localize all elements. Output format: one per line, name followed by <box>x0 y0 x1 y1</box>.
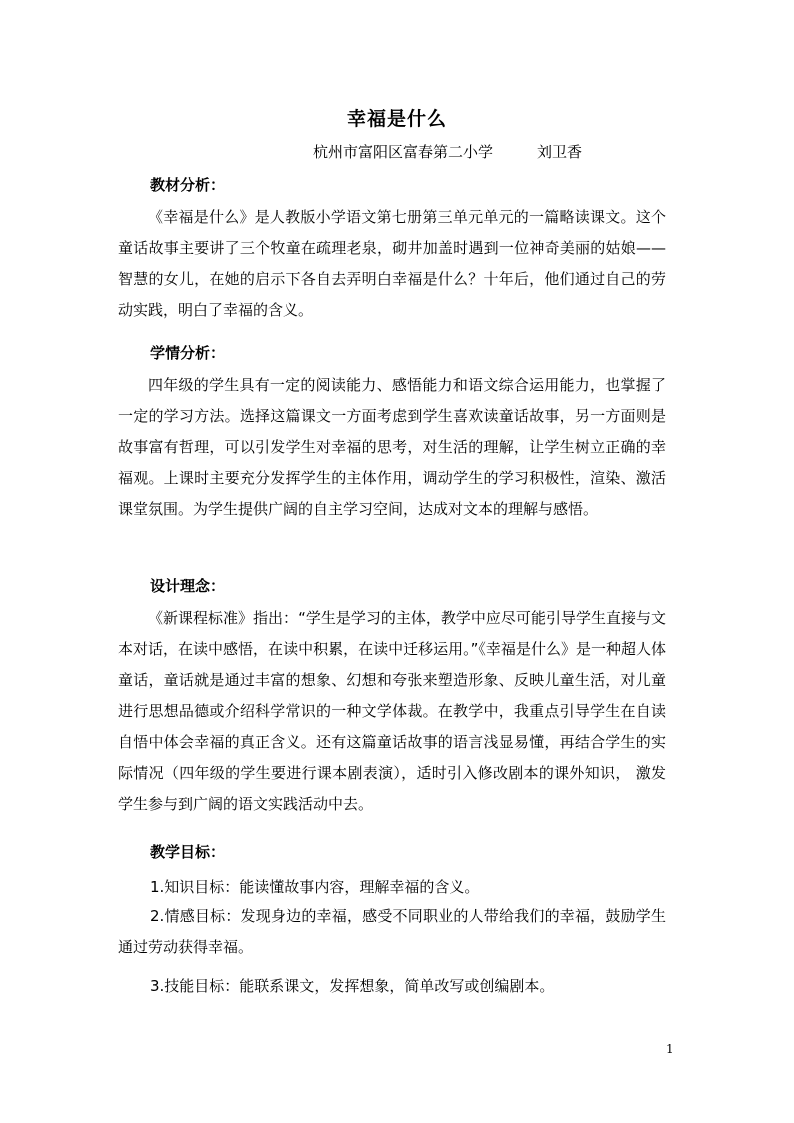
paragraph-student-analysis: 四年级的学生具有一定的阅读能力、感悟能力和语文综合运用能力，也掌握了一定的学习方法。选择这篇课文一方面考虑到学生喜欢读童话故事，另一方面则是故事富有哲理，可以引发学生对幸福的思考，对生活的理解，让学生树立正确的幸福观。上课时主要充分发挥学生的主体作用，调动学生的学习积极性，渲染、激活课堂氛围。为学生提供广阔的自主学习空间，达成对文本的理解与感悟。 <box>118 376 666 518</box>
goal-item-emotion: 2.情感目标：发现身边的幸福，感受不同职业的人带给我们的幸福，鼓励学生通过劳动获得幸福。 <box>118 907 666 956</box>
goal-item-knowledge: 1.知识目标：能读懂故事内容，理解幸福的含义。 <box>150 878 480 896</box>
paragraph-material-analysis: 《幸福是什么》是人教版小学语文第七册第三单元单元的一篇略读课文。这个童话故事主要讲了三个牧童在疏理老泉，砌井加盖时遇到一位神奇美丽的姑娘——智慧的女儿，在她的启示下各自去弄明白幸福是什么？十年后，他们通过自己的劳动实践，明白了幸福的含义。 <box>118 208 666 319</box>
page-title: 幸福是什么 <box>346 108 447 130</box>
byline <box>313 141 582 162</box>
goal-item-skill: 3.技能目标：能联系课文，发挥想象，简单改写或创编剧本。 <box>150 977 555 995</box>
page-number: 1 <box>666 1042 674 1056</box>
heading-material-analysis: 教材分析： <box>150 176 226 194</box>
heading-design-concept: 设计理念： <box>150 577 226 595</box>
paragraph-design-concept: 《新课程标准》指出：“学生是学习的主体，教学中应尽可能引导学生直接与文本对话，在读中感悟，在读中积累，在读中迁移运用。”《幸福是什么》是一种超人体童话，童话就是通过丰富的想象、幻想和夸张来塑造形象、反映儿童生活，对儿童进行思想品德或介绍科学常识的一种文学体裁。在教学中，我重点引导学生在自读自悟中体会幸福的真正含义。还有这篇童话故事的语言浅显易懂，再结合学生的实际情况（四年级的学生要进行课本剧表演），适时引入修改剧本的课外知识， 激发学生参与到广阔的语文实践活动中去。 <box>118 609 666 813</box>
school-name: 杭州市富阳区富春第二小学 <box>313 143 494 161</box>
heading-student-analysis: 学情分析： <box>150 344 226 362</box>
author-name: 刘卫香 <box>537 143 583 161</box>
heading-teaching-goals: 教学目标： <box>150 843 226 861</box>
